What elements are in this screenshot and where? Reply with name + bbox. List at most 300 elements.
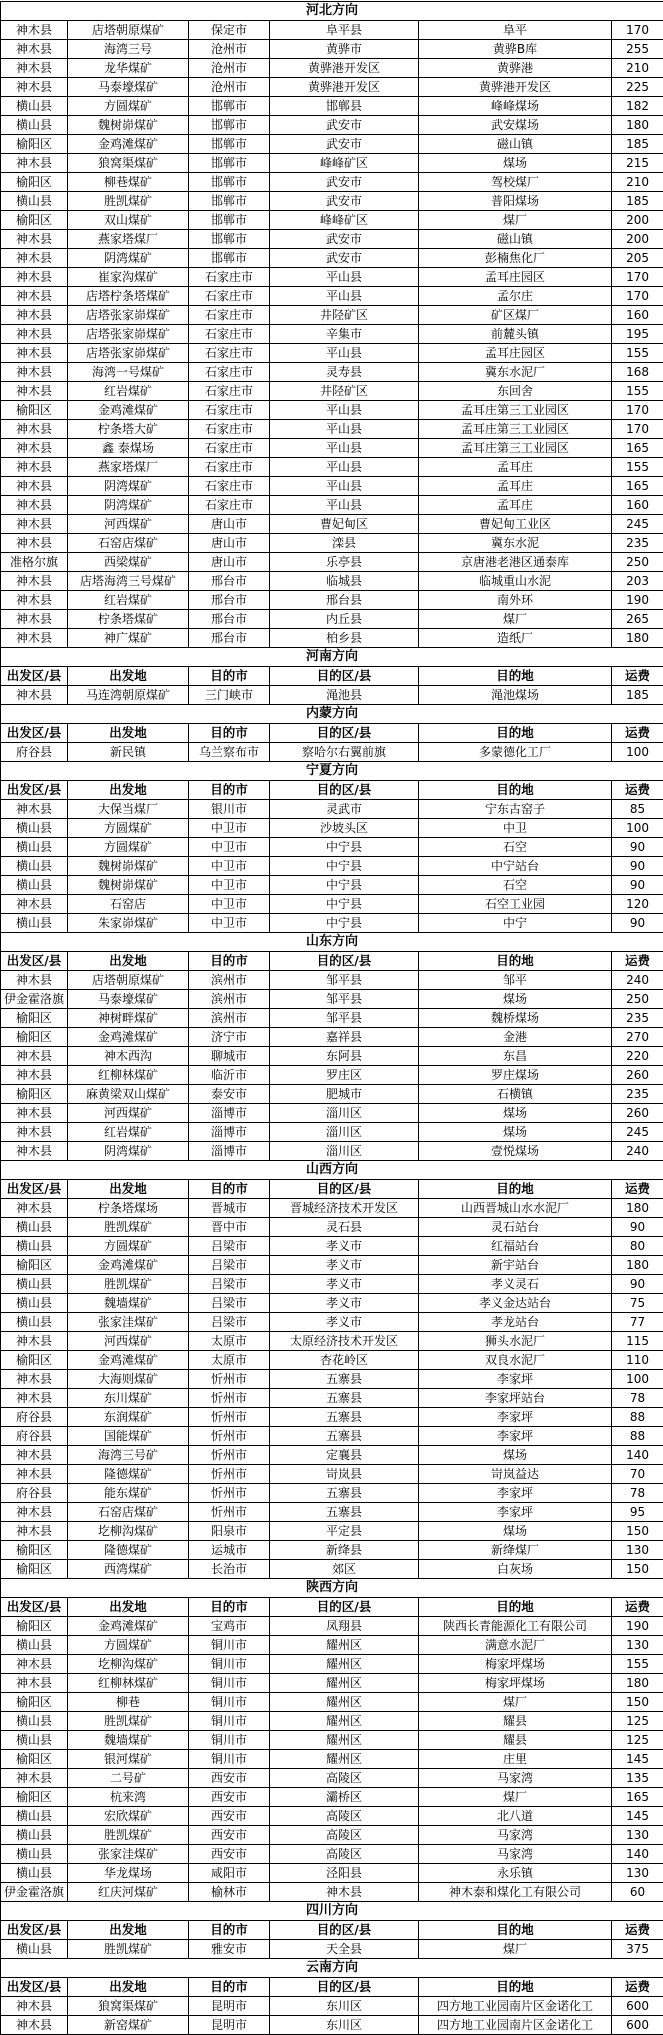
cell-freight-rate: 100 (612, 743, 663, 762)
cell-origin-site: 马连湾朝原煤矿 (68, 686, 189, 705)
cell-destination: 煤场 (419, 1104, 612, 1123)
table-row (1, 268, 663, 287)
cell-origin-site: 龙华煤矿 (68, 59, 189, 78)
cell-origin-county: 横山县 (1, 1294, 68, 1313)
cell-origin-county: 榆阳区 (1, 401, 68, 420)
cell-origin-site: 红柳林煤矿 (68, 1066, 189, 1085)
table-row (1, 838, 663, 857)
cell-origin-county: 榆阳区 (1, 1788, 68, 1807)
cell-origin-county: 神木县 (1, 1370, 68, 1389)
header-row (1, 1978, 663, 1997)
column-header-origin-site: 出发地 (68, 1921, 189, 1940)
cell-dest-city: 邯郸市 (189, 116, 270, 135)
cell-dest-city: 邯郸市 (189, 173, 270, 192)
cell-freight-rate: 70 (612, 1465, 663, 1484)
cell-origin-site: 店塔朝原煤矿 (68, 971, 189, 990)
column-header-dest-city: 目的市 (189, 781, 270, 800)
cell-dest-county: 邯郸县 (270, 97, 419, 116)
cell-freight-rate: 270 (612, 1028, 663, 1047)
cell-freight-rate: 125 (612, 1731, 663, 1750)
cell-origin-county: 横山县 (1, 1731, 68, 1750)
cell-destination: 孟耳庄园区 (419, 268, 612, 287)
cell-destination: 彭楠焦化厂 (419, 249, 612, 268)
cell-freight-rate: 220 (612, 1047, 663, 1066)
cell-origin-site: 方圆煤矿 (68, 1237, 189, 1256)
cell-dest-city: 昆明市 (189, 2016, 270, 2035)
cell-freight-rate: 155 (612, 458, 663, 477)
cell-origin-site: 马泰壕煤矿 (68, 990, 189, 1009)
column-header-dest-city: 目的市 (189, 952, 270, 971)
cell-destination: 孟耳庄 (419, 496, 612, 515)
cell-origin-county: 神木县 (1, 1503, 68, 1522)
cell-dest-county: 泾阳县 (270, 1864, 419, 1883)
cell-destination: 曹妃甸工业区 (419, 515, 612, 534)
cell-destination: 黄骅港 (419, 59, 612, 78)
table-row (1, 192, 663, 211)
cell-dest-county: 渑池县 (270, 686, 419, 705)
cell-freight-rate: 160 (612, 496, 663, 515)
cell-origin-site: 大海则煤矿 (68, 1370, 189, 1389)
cell-origin-site: 胜凯煤矿 (68, 192, 189, 211)
cell-origin-county: 神木县 (1, 78, 68, 97)
cell-freight-rate: 90 (612, 857, 663, 876)
cell-origin-site: 东润煤矿 (68, 1408, 189, 1427)
cell-destination: 孟耳庄园区 (419, 344, 612, 363)
table-row (1, 249, 663, 268)
cell-origin-county: 神木县 (1, 439, 68, 458)
cell-origin-county: 神木县 (1, 1674, 68, 1693)
column-header-origin-site: 出发地 (68, 952, 189, 971)
column-header-origin-site: 出发地 (68, 724, 189, 743)
cell-freight-rate: 170 (612, 21, 663, 40)
cell-origin-county: 横山县 (1, 1636, 68, 1655)
cell-origin-county: 横山县 (1, 1940, 68, 1959)
cell-origin-site: 方圆煤矿 (68, 1636, 189, 1655)
cell-origin-county: 神木县 (1, 306, 68, 325)
column-header-origin-site: 出发地 (68, 781, 189, 800)
cell-freight-rate: 100 (612, 1370, 663, 1389)
cell-origin-county: 府谷县 (1, 1408, 68, 1427)
cell-dest-county: 黄骅港开发区 (270, 59, 419, 78)
cell-dest-county: 孝义市 (270, 1256, 419, 1275)
cell-dest-county: 凤翔县 (270, 1617, 419, 1636)
cell-dest-city: 中卫市 (189, 838, 270, 857)
cell-dest-county: 淄川区 (270, 1142, 419, 1161)
cell-freight-rate: 150 (612, 1693, 663, 1712)
cell-dest-city: 铜川市 (189, 1636, 270, 1655)
column-header-origin-county: 出发区/县 (1, 1978, 68, 1997)
cell-destination: 马家湾 (419, 1845, 612, 1864)
cell-origin-site: 红庆河煤矿 (68, 1883, 189, 1902)
cell-destination: 金港 (419, 1028, 612, 1047)
cell-origin-county: 神木县 (1, 1655, 68, 1674)
cell-dest-county: 高陵区 (270, 1845, 419, 1864)
cell-origin-county: 横山县 (1, 857, 68, 876)
cell-dest-city: 忻州市 (189, 1408, 270, 1427)
cell-origin-site: 魏树峁煤矿 (68, 116, 189, 135)
cell-destination: 罗庄煤场 (419, 1066, 612, 1085)
cell-dest-county: 武安市 (270, 192, 419, 211)
cell-dest-county: 耀州区 (270, 1750, 419, 1769)
table-row (1, 1750, 663, 1769)
cell-origin-county: 横山县 (1, 876, 68, 895)
cell-origin-site: 店塔张家峁煤矿 (68, 325, 189, 344)
cell-freight-rate: 95 (612, 1503, 663, 1522)
cell-destination: 东昌 (419, 1047, 612, 1066)
cell-dest-county: 阜平县 (270, 21, 419, 40)
cell-origin-site: 店塔朝原煤矿 (68, 21, 189, 40)
cell-origin-county: 榆阳区 (1, 1085, 68, 1104)
cell-destination: 驾校煤厂 (419, 173, 612, 192)
cell-dest-city: 唐山市 (189, 534, 270, 553)
cell-dest-city: 泰安市 (189, 1085, 270, 1104)
cell-dest-city: 滨州市 (189, 1009, 270, 1028)
cell-dest-county: 沙坡头区 (270, 819, 419, 838)
cell-origin-county: 神木县 (1, 971, 68, 990)
cell-dest-county: 平山县 (270, 458, 419, 477)
cell-dest-city: 忻州市 (189, 1370, 270, 1389)
table-row (1, 1332, 663, 1351)
table-row (1, 230, 663, 249)
cell-dest-city: 西安市 (189, 1769, 270, 1788)
cell-freight-rate: 130 (612, 1541, 663, 1560)
cell-origin-site: 阴湾煤矿 (68, 496, 189, 515)
cell-dest-county: 察哈尔右翼前旗 (270, 743, 419, 762)
cell-freight-rate: 235 (612, 1085, 663, 1104)
cell-destination: 东回舍 (419, 382, 612, 401)
cell-origin-county: 横山县 (1, 1275, 68, 1294)
table-row (1, 135, 663, 154)
cell-freight-rate: 125 (612, 1712, 663, 1731)
cell-destination: 煤厂 (419, 610, 612, 629)
cell-origin-county: 横山县 (1, 1712, 68, 1731)
cell-freight-rate: 255 (612, 40, 663, 59)
cell-origin-site: 石窑店 (68, 895, 189, 914)
cell-destination: 煤场 (419, 1446, 612, 1465)
cell-origin-site: 胜凯煤矿 (68, 1218, 189, 1237)
cell-origin-county: 神木县 (1, 287, 68, 306)
cell-dest-city: 长治市 (189, 1560, 270, 1579)
cell-freight-rate: 78 (612, 1484, 663, 1503)
table-row (1, 1142, 663, 1161)
cell-dest-city: 铜川市 (189, 1693, 270, 1712)
cell-origin-site: 胜凯煤矿 (68, 1712, 189, 1731)
cell-origin-site: 店塔张家峁煤矿 (68, 344, 189, 363)
cell-destination: 宁东古窑子 (419, 800, 612, 819)
table-row (1, 1788, 663, 1807)
cell-freight-rate: 165 (612, 439, 663, 458)
cell-freight-rate: 250 (612, 553, 663, 572)
cell-freight-rate: 185 (612, 135, 663, 154)
column-header-destination: 目的地 (419, 1598, 612, 1617)
cell-dest-city: 石家庄市 (189, 363, 270, 382)
column-header-origin-county: 出发区/县 (1, 1598, 68, 1617)
cell-dest-county: 高陵区 (270, 1826, 419, 1845)
cell-dest-county: 太原经济技术开发区 (270, 1332, 419, 1351)
cell-origin-county: 伊金霍洛旗 (1, 990, 68, 1009)
cell-dest-city: 济宁市 (189, 1028, 270, 1047)
table-row (1, 1940, 663, 1959)
cell-origin-county: 伊金霍洛旗 (1, 1883, 68, 1902)
cell-destination: 黄骅B库 (419, 40, 612, 59)
cell-origin-county: 神木县 (1, 21, 68, 40)
cell-origin-county: 榆阳区 (1, 1351, 68, 1370)
table-row (1, 1275, 663, 1294)
table-row (1, 857, 663, 876)
column-header-destination: 目的地 (419, 1978, 612, 1997)
cell-destination: 马家湾 (419, 1826, 612, 1845)
cell-dest-city: 淄博市 (189, 1142, 270, 1161)
table-row (1, 1541, 663, 1560)
cell-freight-rate: 190 (612, 591, 663, 610)
table-row (1, 1864, 663, 1883)
column-header-dest-county: 目的区/县 (270, 667, 419, 686)
cell-origin-county: 横山县 (1, 116, 68, 135)
cell-dest-city: 石家庄市 (189, 439, 270, 458)
table-row (1, 1218, 663, 1237)
cell-dest-city: 邢台市 (189, 572, 270, 591)
table-row (1, 914, 663, 933)
cell-origin-county: 神木县 (1, 496, 68, 515)
table-row (1, 629, 663, 648)
cell-dest-city: 石家庄市 (189, 496, 270, 515)
cell-dest-city: 石家庄市 (189, 382, 270, 401)
cell-freight-rate: 90 (612, 1218, 663, 1237)
cell-origin-site: 新窑煤矿 (68, 2016, 189, 2035)
cell-origin-county: 横山县 (1, 1237, 68, 1256)
table-row (1, 306, 663, 325)
cell-dest-city: 滨州市 (189, 971, 270, 990)
cell-dest-county: 杏花岭区 (270, 1351, 419, 1370)
cell-destination: 狮头水泥厂 (419, 1332, 612, 1351)
cell-dest-county: 邹平县 (270, 1009, 419, 1028)
cell-dest-city: 忻州市 (189, 1446, 270, 1465)
column-header-dest-county: 目的区/县 (270, 1598, 419, 1617)
cell-dest-city: 忻州市 (189, 1503, 270, 1522)
cell-destination: 京唐港老港区通泰库 (419, 553, 612, 572)
table-row (1, 1769, 663, 1788)
cell-destination: 李家坪站台 (419, 1389, 612, 1408)
cell-origin-county: 神木县 (1, 1123, 68, 1142)
table-row (1, 344, 663, 363)
cell-origin-site: 石窑店煤矿 (68, 1503, 189, 1522)
cell-destination: 满意水泥厂 (419, 1636, 612, 1655)
cell-dest-county: 乐亭县 (270, 553, 419, 572)
cell-freight-rate: 150 (612, 1522, 663, 1541)
cell-origin-site: 方圆煤矿 (68, 838, 189, 857)
cell-destination: 梅家坪煤场 (419, 1674, 612, 1693)
cell-origin-site: 阴湾煤矿 (68, 1142, 189, 1161)
section-title: 陕西方向 (1, 1579, 663, 1598)
cell-origin-site: 方圆煤矿 (68, 97, 189, 116)
table-row (1, 1503, 663, 1522)
cell-dest-city: 邯郸市 (189, 154, 270, 173)
cell-origin-site: 海湾一号煤矿 (68, 363, 189, 382)
cell-freight-rate: 150 (612, 1560, 663, 1579)
cell-dest-county: 中宁县 (270, 895, 419, 914)
column-header-dest-county: 目的区/县 (270, 1180, 419, 1199)
cell-dest-county: 平山县 (270, 344, 419, 363)
cell-destination: 神木泰和煤化工有限公司 (419, 1883, 612, 1902)
cell-dest-county: 五寨县 (270, 1484, 419, 1503)
cell-dest-county: 高陵区 (270, 1807, 419, 1826)
cell-destination: 李家坪 (419, 1370, 612, 1389)
cell-freight-rate: 265 (612, 610, 663, 629)
cell-freight-rate: 235 (612, 534, 663, 553)
table-row (1, 800, 663, 819)
cell-origin-county: 神木县 (1, 268, 68, 287)
table-row (1, 477, 663, 496)
cell-freight-rate: 180 (612, 1199, 663, 1218)
cell-freight-rate: 182 (612, 97, 663, 116)
column-header-origin-site: 出发地 (68, 1978, 189, 1997)
cell-destination: 永乐镇 (419, 1864, 612, 1883)
cell-destination: 新绛煤厂 (419, 1541, 612, 1560)
table-row (1, 1617, 663, 1636)
cell-origin-county: 神木县 (1, 363, 68, 382)
cell-dest-county: 中宁县 (270, 857, 419, 876)
table-row (1, 1731, 663, 1750)
table-row (1, 515, 663, 534)
table-row (1, 382, 663, 401)
cell-dest-city: 滨州市 (189, 990, 270, 1009)
cell-origin-site: 海湾三号矿 (68, 1446, 189, 1465)
table-row (1, 287, 663, 306)
cell-freight-rate: 215 (612, 154, 663, 173)
section-title: 山东方向 (1, 933, 663, 952)
section-title: 河南方向 (1, 648, 663, 667)
cell-origin-county: 神木县 (1, 458, 68, 477)
cell-dest-county: 五寨县 (270, 1389, 419, 1408)
cell-origin-county: 神木县 (1, 800, 68, 819)
cell-dest-county: 肥城市 (270, 1085, 419, 1104)
cell-destination: 李家坪 (419, 1484, 612, 1503)
cell-freight-rate: 115 (612, 1332, 663, 1351)
cell-origin-site: 崔家沟煤矿 (68, 268, 189, 287)
column-header-origin-county: 出发区/县 (1, 1180, 68, 1199)
cell-dest-county: 天全县 (270, 1940, 419, 1959)
cell-origin-site: 东川煤矿 (68, 1389, 189, 1408)
table-row (1, 1408, 663, 1427)
cell-destination: 新宇站台 (419, 1256, 612, 1275)
cell-freight-rate: 210 (612, 173, 663, 192)
cell-dest-city: 沧州市 (189, 78, 270, 97)
cell-destination: 煤场 (419, 1522, 612, 1541)
cell-origin-county: 神木县 (1, 1465, 68, 1484)
cell-dest-county: 武安市 (270, 173, 419, 192)
cell-freight-rate: 78 (612, 1389, 663, 1408)
cell-freight-rate: 185 (612, 192, 663, 211)
cell-dest-city: 唐山市 (189, 515, 270, 534)
table-row (1, 743, 663, 762)
header-row (1, 724, 663, 743)
section-title: 云南方向 (1, 1959, 663, 1978)
cell-origin-site: 店塔柠条塔煤矿 (68, 287, 189, 306)
cell-destination: 孝义金达站台 (419, 1294, 612, 1313)
table-row (1, 1256, 663, 1275)
cell-destination: 普阳煤场 (419, 192, 612, 211)
cell-freight-rate: 90 (612, 914, 663, 933)
section-title-row (1, 1161, 663, 1180)
cell-origin-county: 横山县 (1, 1218, 68, 1237)
cell-dest-county: 武安市 (270, 249, 419, 268)
cell-freight-rate: 140 (612, 1446, 663, 1465)
cell-origin-county: 神木县 (1, 325, 68, 344)
table-row (1, 1237, 663, 1256)
cell-dest-city: 吕梁市 (189, 1294, 270, 1313)
cell-origin-county: 神木县 (1, 154, 68, 173)
cell-destination: 石横镇 (419, 1085, 612, 1104)
cell-destination: 灵石站台 (419, 1218, 612, 1237)
cell-destination: 煤厂 (419, 1693, 612, 1712)
table-row (1, 1484, 663, 1503)
cell-dest-city: 昆明市 (189, 1997, 270, 2016)
cell-origin-site: 红柳林煤矿 (68, 1674, 189, 1693)
cell-origin-site: 燕家塔煤厂 (68, 230, 189, 249)
cell-destination: 四方地工业园南片区金诺化工 (419, 1997, 612, 2016)
cell-origin-site: 华龙煤场 (68, 1864, 189, 1883)
freight-table (0, 1, 663, 2035)
cell-dest-city: 临沂市 (189, 1066, 270, 1085)
cell-dest-city: 吕梁市 (189, 1275, 270, 1294)
cell-freight-rate: 225 (612, 78, 663, 97)
cell-freight-rate: 135 (612, 1769, 663, 1788)
cell-dest-city: 吕梁市 (189, 1313, 270, 1332)
cell-origin-site: 魏树峁煤矿 (68, 857, 189, 876)
table-row (1, 1674, 663, 1693)
cell-origin-site: 神树畔煤矿 (68, 1009, 189, 1028)
cell-origin-site: 金鸡滩煤矿 (68, 1028, 189, 1047)
column-header-origin-county: 出发区/县 (1, 781, 68, 800)
cell-origin-county: 神木县 (1, 1199, 68, 1218)
cell-freight-rate: 180 (612, 629, 663, 648)
column-header-dest-county: 目的区/县 (270, 1921, 419, 1940)
column-header-origin-site: 出发地 (68, 667, 189, 686)
cell-dest-city: 邢台市 (189, 591, 270, 610)
table-row (1, 1389, 663, 1408)
cell-dest-city: 铜川市 (189, 1655, 270, 1674)
cell-dest-city: 邢台市 (189, 629, 270, 648)
cell-destination: 矿区煤厂 (419, 306, 612, 325)
table-row (1, 1636, 663, 1655)
table-row (1, 1655, 663, 1674)
cell-origin-county: 横山县 (1, 1807, 68, 1826)
cell-dest-city: 乌兰察布市 (189, 743, 270, 762)
cell-destination: 北八道 (419, 1807, 612, 1826)
cell-dest-city: 邯郸市 (189, 211, 270, 230)
cell-freight-rate: 88 (612, 1408, 663, 1427)
column-header-destination: 目的地 (419, 667, 612, 686)
cell-dest-county: 淄川区 (270, 1123, 419, 1142)
section-title-row (1, 2, 663, 21)
cell-origin-site: 店塔海湾三号煤矿 (68, 572, 189, 591)
table-row (1, 876, 663, 895)
table-row (1, 534, 663, 553)
cell-origin-site: 鑫 泰煤场 (68, 439, 189, 458)
table-row (1, 1313, 663, 1332)
cell-origin-site: 胜凯煤矿 (68, 1940, 189, 1959)
cell-dest-county: 定襄县 (270, 1446, 419, 1465)
cell-dest-county: 五寨县 (270, 1503, 419, 1522)
section-title-row (1, 1959, 663, 1978)
cell-origin-site: 狼窝渠煤矿 (68, 154, 189, 173)
cell-freight-rate: 180 (612, 1256, 663, 1275)
cell-dest-city: 中卫市 (189, 819, 270, 838)
cell-dest-county: 黄骅港开发区 (270, 78, 419, 97)
cell-dest-city: 铜川市 (189, 1712, 270, 1731)
column-header-origin-site: 出发地 (68, 1180, 189, 1199)
table-row (1, 686, 663, 705)
